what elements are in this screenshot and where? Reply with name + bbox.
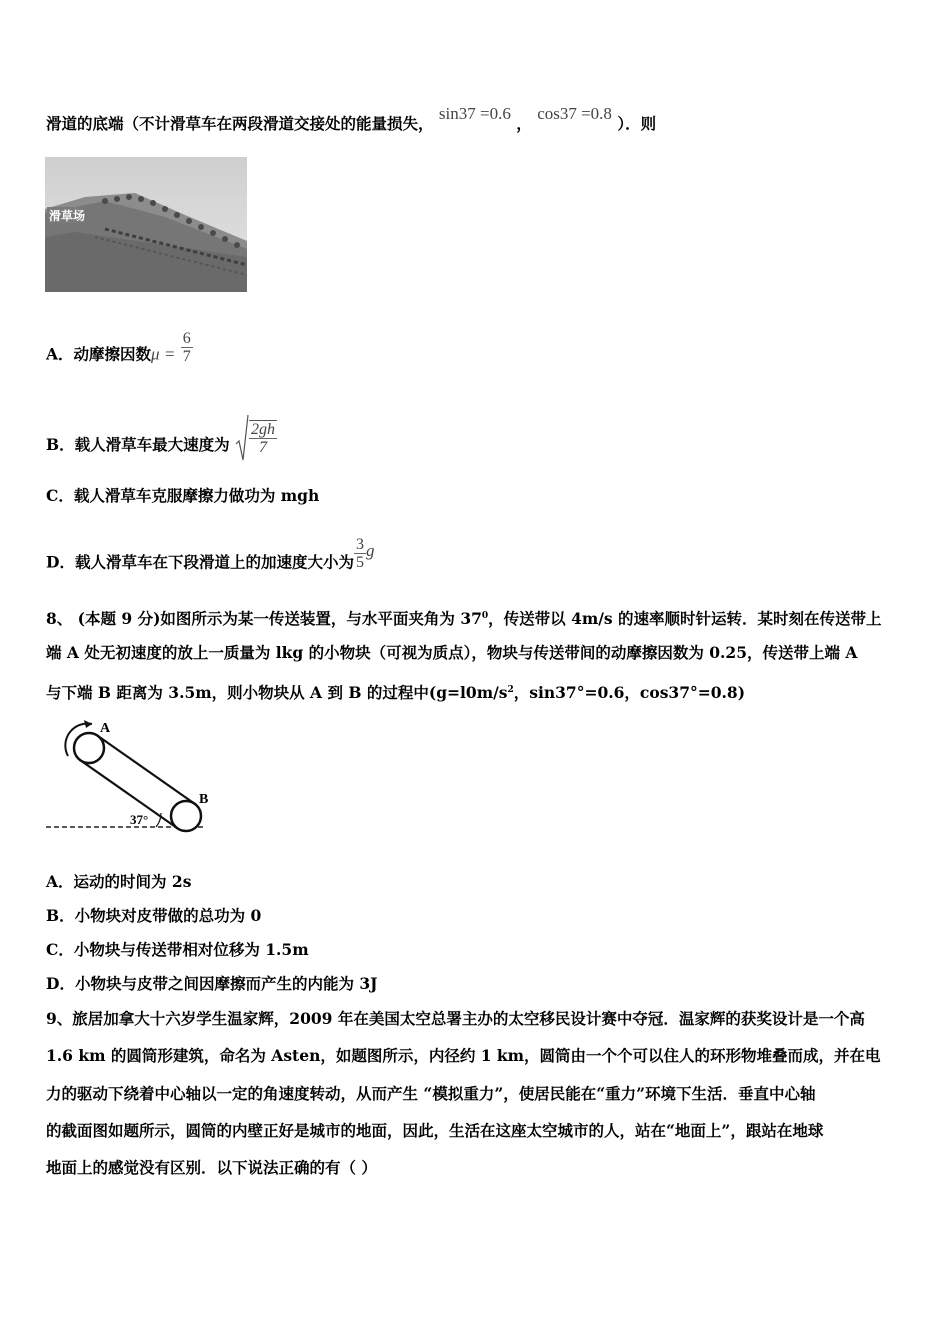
q8-line-1a: 8、 (本题 9 分)如图所示为某一传送装置，与水平面夹角为 37 bbox=[46, 609, 482, 629]
q7-option-a-num: 6 bbox=[182, 330, 191, 347]
q7-option-a-text: A．动摩擦因数 bbox=[46, 344, 152, 364]
q8-option-b[interactable]: B．小物块对皮带做的总功为 0 bbox=[46, 906, 262, 925]
q8-line-1-sup: 0 bbox=[481, 611, 489, 621]
q9-line-3: 力的驱动下绕着中心轴以一定的角速度转动，从而产生 “模拟重力”，使居民能在“重力”环境下生活．垂直中心轴 bbox=[46, 1084, 816, 1103]
q7-option-d-fraction bbox=[354, 536, 366, 571]
label-a: A bbox=[100, 721, 111, 736]
q7-option-d-den: 5 bbox=[355, 554, 364, 571]
q7-option-d-num: 3 bbox=[355, 536, 364, 553]
q8-line-3a: 与下端 B 距离为 3.5m，则小物块从 A 到 B 的过程中(g=l0m/s bbox=[46, 683, 508, 703]
q7-option-d[interactable] bbox=[46, 536, 375, 581]
conveyor-diagram bbox=[44, 712, 216, 838]
q8-line-1b: ，传送带以 4m/s 的速率顺时针运转．某时刻在传送带上 bbox=[488, 609, 882, 629]
q7-option-a[interactable] bbox=[46, 330, 193, 373]
q7-intro-line bbox=[46, 104, 657, 134]
q7-option-b-den: 7 bbox=[259, 439, 268, 456]
q9-line-1: 9、旅居加拿大十六岁学生温家辉，2009 年在美国太空总署主办的太空移民设计赛中夺冠．温家辉的获奖设计是一个高 bbox=[46, 1009, 865, 1028]
q7-option-b-text: B．载人滑草车最大速度为 bbox=[46, 435, 230, 454]
q7-option-a-mu: μ = bbox=[151, 344, 176, 364]
q7-option-d-text: D．载人滑草车在下段滑道上的加速度大小为 bbox=[46, 552, 354, 572]
q7-option-b[interactable] bbox=[46, 422, 277, 470]
q7-cos-expr: cos37 =0.8 bbox=[537, 104, 612, 123]
q7-option-b-sqrt bbox=[235, 414, 277, 462]
q7-option-d-g: g bbox=[365, 540, 375, 560]
q7-option-b-num: 2gh bbox=[251, 421, 276, 438]
q8-option-c[interactable]: C．小物块与传送带相对位移为 1.5m bbox=[46, 940, 309, 959]
q9-line-4: 的截面图如题所示，圆筒的内壁正好是城市的地面，因此，生活在这座太空城市的人，站在“地面上”，跟站在地球 bbox=[46, 1121, 824, 1140]
q7-option-b-fraction bbox=[249, 420, 277, 456]
q7-option-c[interactable]: C．载人滑草车克服摩擦力做功为 mgh bbox=[46, 486, 320, 505]
q7-intro-text: 滑道的底端（不计滑草车在两段滑道交接处的能量损失， bbox=[46, 114, 434, 133]
q8-line-3-sup: 2 bbox=[507, 685, 514, 695]
q8-line-3 bbox=[46, 680, 745, 703]
grass-slide-photo bbox=[45, 157, 247, 292]
q7-sin-expr: sin37 =0.6 bbox=[438, 104, 511, 123]
q7-comma: ， bbox=[516, 114, 532, 133]
belt-lower bbox=[80, 760, 177, 828]
q7-option-a-fraction bbox=[181, 330, 193, 365]
q8-line-3b: ，sin37°=0.6，cos37°=0.8) bbox=[513, 683, 746, 703]
label-b: B bbox=[199, 792, 209, 807]
photo-caption: 滑草场 bbox=[49, 209, 86, 223]
label-angle: 37° bbox=[130, 812, 149, 827]
q8-option-a[interactable]: A．运动的时间为 2s bbox=[46, 872, 192, 891]
q8-line-2: 端 A 处无初速度的放上一质量为 lkg 的小物块（可视为质点），物块与传送带间的动摩擦因数为 0.25，传送带上端 A bbox=[46, 643, 858, 662]
q7-option-a-den: 7 bbox=[182, 348, 191, 365]
q8-line-1 bbox=[46, 606, 882, 629]
q7-intro-tail: ）．则 bbox=[617, 114, 657, 133]
q9-line-5: 地面上的感觉没有区别．以下说法正确的有（ ） bbox=[46, 1158, 377, 1177]
belt-upper bbox=[98, 736, 195, 804]
sqrt-sign-icon bbox=[235, 414, 249, 462]
q8-option-d[interactable]: D．小物块与皮带之间因摩擦而产生的内能为 3J bbox=[46, 974, 378, 993]
q9-line-2: 1.6 km 的圆筒形建筑，命名为 Asten，如题图所示，内径约 1 km，圆筒由一个个可以住人的环形物堆叠而成，并在电 bbox=[46, 1046, 881, 1065]
